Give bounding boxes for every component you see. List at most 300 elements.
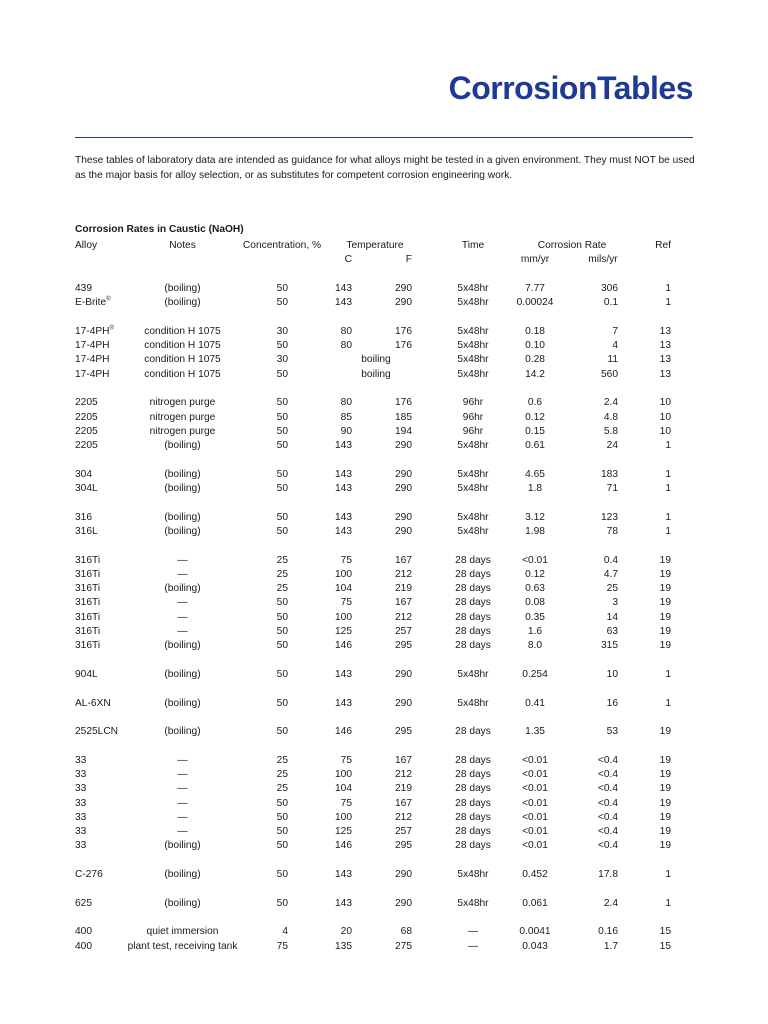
cell-time: 28 days [455, 597, 491, 609]
title-divider [75, 137, 693, 138]
cell-notes: (boiling) [164, 726, 201, 738]
cell-rate-mm: 0.10 [525, 340, 545, 352]
cell-concentration: 50 [276, 483, 288, 495]
cell-rate-mm: 7.77 [525, 282, 545, 294]
cell-rate-mm: 0.6 [527, 397, 543, 409]
cell-ref: 19 [659, 768, 671, 780]
table-body [0, 268, 768, 954]
table-row [0, 482, 768, 496]
cell-notes: (boiling) [164, 668, 201, 680]
cell-time: 28 days [455, 783, 491, 795]
cell-ref: 19 [659, 797, 671, 809]
cell-rate-mils: 24 [606, 440, 618, 452]
cell-alloy: 400 [75, 940, 92, 952]
cell-concentration: 50 [276, 297, 288, 309]
cell-alloy: 33 [75, 797, 87, 809]
cell-temp-c: 75 [340, 554, 352, 566]
cell-rate-mm: 0.0041 [519, 926, 551, 938]
header-alloy: Alloy [75, 240, 98, 251]
cell-rate-mm: <0.01 [522, 826, 548, 838]
cell-time: 5x48hr [457, 697, 489, 709]
table-row [0, 568, 768, 582]
cell-notes: (boiling) [164, 511, 201, 523]
cell-concentration: 50 [276, 282, 288, 294]
cell-alloy: 316Ti [75, 640, 101, 652]
cell-temp-f: 290 [395, 511, 412, 523]
cell-ref: 19 [659, 811, 671, 823]
cell-ref: 19 [659, 754, 671, 766]
cell-rate-mils: 2.4 [603, 897, 618, 909]
cell-time: 28 days [455, 611, 491, 623]
cell-notes: — [177, 597, 188, 609]
cell-ref: 1 [665, 897, 671, 909]
cell-temp-f: 68 [400, 926, 412, 938]
cell-notes: — [177, 568, 188, 580]
cell-concentration: 50 [276, 511, 288, 523]
cell-temp-f: 212 [395, 568, 412, 580]
cell-concentration: 4 [282, 926, 288, 938]
cell-notes: (boiling) [164, 897, 201, 909]
cell-time: 5x48hr [457, 297, 489, 309]
cell-time: 28 days [455, 811, 491, 823]
cell-alloy: AL-6XN [75, 697, 111, 709]
cell-ref: 19 [659, 611, 671, 623]
cell-ref: 19 [659, 568, 671, 580]
table-row [0, 582, 768, 596]
cell-ref: 19 [659, 826, 671, 838]
cell-rate-mils: <0.4 [597, 768, 618, 780]
cell-rate-mils: <0.4 [597, 840, 618, 852]
cell-temp-f: 290 [395, 282, 412, 294]
cell-temp-c: 143 [335, 897, 352, 909]
cell-ref: 19 [659, 626, 671, 638]
cell-concentration: 50 [276, 897, 288, 909]
cell-temp-c: 100 [335, 811, 352, 823]
cell-alloy: 33 [75, 840, 87, 852]
cell-rate-mm: <0.01 [522, 768, 548, 780]
table-row [0, 611, 768, 625]
cell-notes: nitrogen purge [149, 397, 216, 409]
cell-alloy: 2205 [75, 425, 98, 437]
cell-notes: condition H 1075 [144, 325, 221, 337]
cell-rate-mm: 0.061 [522, 897, 548, 909]
cell-rate-mils: 14 [606, 611, 618, 623]
cell-ref: 1 [665, 282, 671, 294]
cell-alloy: 316Ti [75, 554, 101, 566]
table-row [0, 697, 768, 711]
cell-ref: 19 [659, 640, 671, 652]
cell-notes: — [177, 754, 188, 766]
cell-temp-f: 194 [395, 425, 412, 437]
cell-rate-mils: <0.4 [597, 811, 618, 823]
table-header-row [0, 239, 768, 253]
cell-alloy: 304L [75, 483, 98, 495]
table-row [0, 396, 768, 410]
cell-notes: — [177, 783, 188, 795]
cell-rate-mm: <0.01 [522, 811, 548, 823]
cell-alloy: 400 [75, 926, 92, 938]
cell-temp-c: 100 [335, 568, 352, 580]
cell-temp-f: 212 [395, 611, 412, 623]
cell-rate-mm: 0.15 [525, 425, 545, 437]
table-row [0, 839, 768, 853]
cell-concentration: 50 [276, 525, 288, 537]
cell-alloy: 316L [75, 525, 98, 537]
cell-rate-mm: 0.28 [525, 354, 545, 366]
cell-ref: 1 [665, 468, 671, 480]
cell-rate-mils: <0.4 [597, 754, 618, 766]
cell-temp-c: 143 [335, 468, 352, 480]
cell-concentration: 30 [276, 354, 288, 366]
cell-temp-f: 257 [395, 626, 412, 638]
cell-concentration: 50 [276, 611, 288, 623]
cell-temp-c: 100 [335, 611, 352, 623]
header-celsius: C [344, 254, 352, 266]
cell-concentration: 50 [276, 597, 288, 609]
cell-alloy: 316 [75, 511, 92, 523]
table-row [0, 411, 768, 425]
header-concentration: Concentration, % [242, 240, 322, 251]
cell-temp-c: 75 [340, 754, 352, 766]
cell-rate-mm: <0.01 [522, 554, 548, 566]
cell-rate-mils: 11 [607, 354, 618, 366]
cell-concentration: 50 [276, 397, 288, 409]
cell-rate-mils: 183 [601, 468, 618, 480]
cell-temp-c: 75 [340, 797, 352, 809]
cell-temp-boiling: boiling [361, 354, 391, 366]
cell-rate-mils: 0.4 [603, 554, 618, 566]
cell-rate-mm: 1.98 [525, 525, 545, 537]
cell-notes: plant test, receiving tank [127, 940, 238, 952]
cell-temp-c: 143 [335, 525, 352, 537]
cell-temp-c: 104 [335, 783, 352, 795]
cell-temp-f: 290 [395, 869, 412, 881]
cell-temp-c: 143 [335, 483, 352, 495]
cell-alloy: 316Ti [75, 611, 101, 623]
cell-temp-c: 143 [335, 297, 352, 309]
cell-notes: — [177, 611, 188, 623]
cell-alloy: E-Brite® [75, 296, 111, 309]
cell-time: 5x48hr [457, 668, 489, 680]
cell-ref: 19 [659, 554, 671, 566]
header-ref: Ref [655, 240, 671, 251]
cell-rate-mm: 3.12 [525, 511, 545, 523]
table-row [0, 368, 768, 382]
cell-notes: — [177, 797, 188, 809]
cell-alloy: 17-4PH [75, 368, 110, 380]
cell-temp-c: 104 [335, 583, 352, 595]
cell-rate-mm: 0.61 [525, 440, 545, 452]
cell-rate-mils: 16 [606, 697, 618, 709]
cell-temp-c: 90 [340, 425, 352, 437]
cell-time: 28 days [455, 626, 491, 638]
cell-time: 28 days [455, 554, 491, 566]
cell-alloy: 2525LCN [75, 726, 119, 738]
cell-alloy: C-276 [75, 869, 103, 881]
cell-ref: 1 [665, 511, 671, 523]
cell-concentration: 50 [276, 411, 288, 423]
table-row [0, 511, 768, 525]
cell-rate-mils: 78 [606, 525, 618, 537]
cell-alloy: 316Ti [75, 626, 101, 638]
cell-rate-mils: 3 [612, 597, 618, 609]
header-fahrenheit: F [405, 254, 412, 266]
table-row [0, 768, 768, 782]
header-time: Time [461, 240, 485, 251]
cell-notes: condition H 1075 [144, 354, 221, 366]
cell-concentration: 50 [276, 797, 288, 809]
cell-time: 28 days [455, 583, 491, 595]
cell-time: — [467, 940, 479, 952]
cell-temp-f: 290 [395, 525, 412, 537]
cell-rate-mils: 1.7 [603, 940, 618, 952]
cell-concentration: 50 [276, 425, 288, 437]
cell-alloy: 17-4PH® [75, 325, 114, 337]
cell-rate-mils: 63 [606, 626, 618, 638]
cell-time: 5x48hr [457, 483, 489, 495]
table-row [0, 425, 768, 439]
cell-concentration: 50 [276, 840, 288, 852]
cell-concentration: 50 [276, 440, 288, 452]
cell-time: 96hr [462, 425, 484, 437]
table-row [0, 811, 768, 825]
cell-rate-mils: 0.1 [603, 297, 618, 309]
cell-concentration: 30 [276, 325, 288, 337]
cell-notes: quiet immersion [146, 926, 219, 938]
cell-temp-f: 212 [395, 768, 412, 780]
cell-rate-mm: 4.65 [525, 468, 545, 480]
cell-ref: 19 [659, 783, 671, 795]
cell-concentration: 75 [276, 940, 288, 952]
group-spacer [0, 711, 768, 725]
cell-notes: (boiling) [164, 583, 201, 595]
table-row [0, 439, 768, 453]
cell-ref: 10 [659, 425, 671, 437]
cell-rate-mils: 10 [606, 668, 618, 680]
table-row [0, 782, 768, 796]
cell-temp-boiling: boiling [361, 368, 391, 380]
cell-rate-mils: 5.8 [603, 425, 618, 437]
cell-temp-c: 146 [335, 726, 352, 738]
cell-ref: 1 [665, 525, 671, 537]
cell-temp-c: 80 [340, 397, 352, 409]
cell-concentration: 25 [276, 754, 288, 766]
cell-temp-f: 290 [395, 697, 412, 709]
table-row [0, 639, 768, 653]
cell-concentration: 50 [276, 668, 288, 680]
cell-rate-mils: 4.7 [603, 568, 618, 580]
cell-concentration: 50 [276, 368, 288, 380]
table-row [0, 468, 768, 482]
cell-time: 5x48hr [457, 440, 489, 452]
group-spacer [0, 539, 768, 553]
cell-rate-mm: 0.043 [522, 940, 548, 952]
cell-concentration: 50 [276, 697, 288, 709]
cell-temp-f: 167 [395, 554, 412, 566]
cell-ref: 13 [659, 325, 671, 337]
table-row [0, 868, 768, 882]
cell-notes: (boiling) [164, 297, 201, 309]
cell-rate-mils: 4.8 [603, 411, 618, 423]
cell-notes: — [177, 811, 188, 823]
cell-rate-mm: 1.6 [527, 626, 543, 638]
cell-alloy: 33 [75, 754, 87, 766]
group-spacer [0, 854, 768, 868]
cell-ref: 10 [659, 411, 671, 423]
cell-alloy: 316Ti [75, 568, 101, 580]
cell-alloy: 304 [75, 468, 92, 480]
table-row [0, 754, 768, 768]
cell-time: 96hr [462, 411, 484, 423]
table-row [0, 596, 768, 610]
table-row [0, 797, 768, 811]
cell-rate-mm: 0.254 [522, 668, 548, 680]
cell-concentration: 50 [276, 811, 288, 823]
cell-alloy: 2205 [75, 411, 98, 423]
group-spacer [0, 496, 768, 510]
cell-temp-c: 100 [335, 768, 352, 780]
cell-time: 5x48hr [457, 897, 489, 909]
cell-alloy: 33 [75, 783, 87, 795]
cell-temp-f: 257 [395, 826, 412, 838]
cell-notes: — [177, 768, 188, 780]
cell-concentration: 25 [276, 568, 288, 580]
cell-temp-c: 143 [335, 282, 352, 294]
cell-temp-f: 295 [395, 726, 412, 738]
cell-temp-f: 295 [395, 640, 412, 652]
cell-rate-mm: 0.452 [522, 869, 548, 881]
cell-time: 28 days [455, 826, 491, 838]
group-spacer [0, 453, 768, 467]
corrosion-table [0, 239, 768, 954]
cell-rate-mm: 0.35 [525, 611, 545, 623]
group-spacer [0, 882, 768, 896]
cell-time: 96hr [462, 397, 484, 409]
cell-temp-c: 125 [335, 626, 352, 638]
cell-concentration: 25 [276, 768, 288, 780]
cell-concentration: 25 [276, 783, 288, 795]
cell-concentration: 50 [276, 869, 288, 881]
cell-temp-f: 185 [395, 411, 412, 423]
cell-temp-c: 85 [340, 411, 352, 423]
cell-temp-f: 219 [395, 583, 412, 595]
cell-temp-c: 135 [335, 940, 352, 952]
intro-paragraph: These tables of laboratory data are intended as guidance for what alloys might be tested in a given environment. They must NOT be used as the major basis for alloy selection, or as substitutes for competent corrosion engineering work. [75, 155, 695, 181]
group-spacer [0, 310, 768, 324]
cell-ref: 19 [659, 597, 671, 609]
cell-temp-c: 146 [335, 640, 352, 652]
cell-temp-c: 143 [335, 697, 352, 709]
cell-rate-mm: 0.18 [525, 325, 545, 337]
cell-temp-f: 275 [395, 940, 412, 952]
cell-ref: 13 [659, 368, 671, 380]
cell-time: 28 days [455, 726, 491, 738]
cell-rate-mils: 306 [601, 282, 618, 294]
registered-mark: ® [109, 325, 114, 332]
cell-rate-mils: 2.4 [603, 397, 618, 409]
cell-temp-c: 125 [335, 826, 352, 838]
cell-time: 28 days [455, 754, 491, 766]
cell-rate-mm: 1.35 [525, 726, 545, 738]
cell-alloy: 904L [75, 668, 98, 680]
cell-alloy: 316Ti [75, 583, 101, 595]
cell-notes: condition H 1075 [144, 368, 221, 380]
cell-concentration: 50 [276, 726, 288, 738]
cell-time: 5x48hr [457, 354, 489, 366]
cell-ref: 13 [659, 354, 671, 366]
cell-rate-mils: 123 [601, 511, 618, 523]
group-spacer [0, 654, 768, 668]
cell-alloy: 33 [75, 826, 87, 838]
cell-notes: (boiling) [164, 483, 201, 495]
cell-rate-mils: 71 [606, 483, 618, 495]
cell-rate-mils: 0.16 [598, 926, 618, 938]
cell-alloy: 316Ti [75, 597, 101, 609]
cell-temp-c: 75 [340, 597, 352, 609]
cell-rate-mm: 0.63 [525, 583, 545, 595]
cell-concentration: 25 [276, 583, 288, 595]
group-spacer [0, 268, 768, 282]
cell-rate-mm: 0.00024 [516, 297, 554, 309]
cell-rate-mm: 14.2 [525, 368, 545, 380]
cell-ref: 19 [659, 583, 671, 595]
cell-notes: (boiling) [164, 640, 201, 652]
cell-concentration: 25 [276, 554, 288, 566]
cell-temp-f: 295 [395, 840, 412, 852]
header-temperature: Temperature [346, 240, 404, 251]
cell-rate-mm: 1.8 [527, 483, 543, 495]
cell-temp-f: 290 [395, 440, 412, 452]
table-row [0, 625, 768, 639]
table-row [0, 668, 768, 682]
cell-ref: 15 [659, 940, 671, 952]
table-row [0, 296, 768, 310]
table-row [0, 554, 768, 568]
cell-alloy: 2205 [75, 397, 98, 409]
cell-ref: 19 [659, 726, 671, 738]
cell-rate-mm: <0.01 [522, 754, 548, 766]
cell-notes: nitrogen purge [149, 411, 216, 423]
cell-rate-mils: <0.4 [597, 783, 618, 795]
cell-temp-f: 167 [395, 597, 412, 609]
cell-temp-c: 80 [340, 340, 352, 352]
cell-temp-c: 143 [335, 511, 352, 523]
cell-temp-c: 146 [335, 840, 352, 852]
cell-notes: (boiling) [164, 869, 201, 881]
header-mm-per-year: mm/yr [520, 254, 550, 266]
cell-time: 5x48hr [457, 368, 489, 380]
cell-notes: (boiling) [164, 468, 201, 480]
cell-rate-mm: 8.0 [527, 640, 543, 652]
cell-time: 5x48hr [457, 869, 489, 881]
cell-notes: — [177, 554, 188, 566]
header-corrosion-rate: Corrosion Rate [537, 240, 607, 251]
table-row [0, 282, 768, 296]
cell-rate-mm: <0.01 [522, 840, 548, 852]
cell-ref: 1 [665, 483, 671, 495]
cell-temp-f: 290 [395, 897, 412, 909]
registered-mark: ® [106, 296, 111, 303]
cell-rate-mm: <0.01 [522, 783, 548, 795]
header-mils-per-year: mils/yr [588, 254, 618, 266]
cell-notes: — [177, 626, 188, 638]
cell-alloy: 33 [75, 811, 87, 823]
cell-rate-mils: 315 [601, 640, 618, 652]
cell-rate-mils: 4 [612, 340, 618, 352]
table-row [0, 325, 768, 339]
cell-rate-mils: 53 [606, 726, 618, 738]
cell-time: 28 days [455, 568, 491, 580]
